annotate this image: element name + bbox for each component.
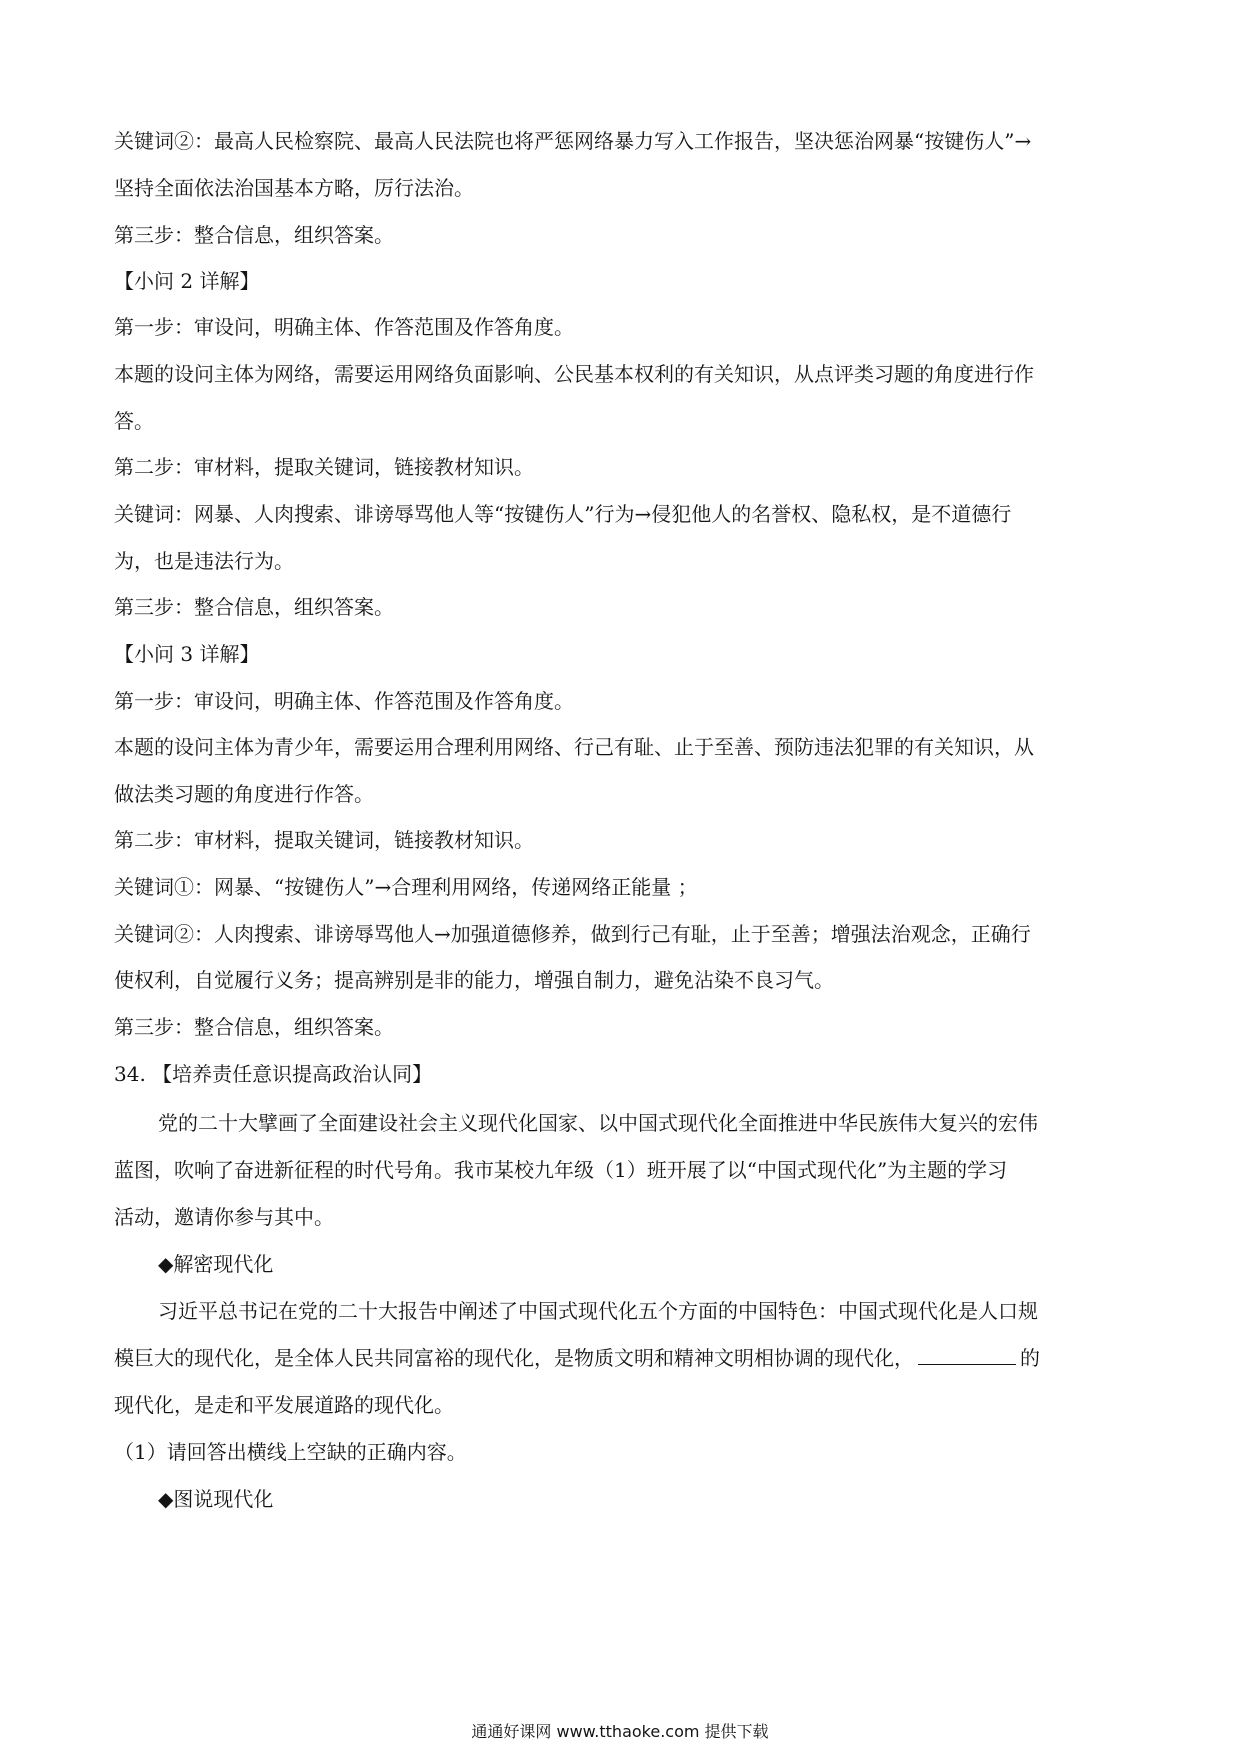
- text-line: 坚持全面依法治国基本方略，厉行法治。: [114, 176, 474, 200]
- section-title-decode: ◆解密现代化: [158, 1252, 274, 1276]
- question-title: 34. 【培养责任意识提高政治认同】: [114, 1062, 433, 1086]
- text-line: 第一步：审设问，明确主体、作答范围及作答角度。: [114, 315, 574, 339]
- text-line: 第一步：审设问，明确主体、作答范围及作答角度。: [114, 689, 574, 713]
- text-after-blank: 的: [1020, 1346, 1040, 1370]
- text-line: 本题的设问主体为青少年，需要运用合理利用网络、行己有耻、止于至善、预防违法犯罪的有关知识，从: [114, 735, 1034, 759]
- question-paragraph-line: 现代化，是走和平发展道路的现代化。: [114, 1393, 454, 1417]
- answer-blank: [918, 1346, 1016, 1365]
- page-footer: 通通好课网 www.tthaoke.com 提供下载: [471, 1722, 769, 1741]
- section-heading: 【小问 2 详解】: [114, 269, 260, 293]
- text-line: 关键词②：最高人民检察院、最高人民法院也将严惩网络暴力写入工作报告，坚决惩治网暴“按键伤人”→: [114, 129, 1032, 153]
- text-line: 第三步：整合信息，组织答案。: [114, 595, 394, 619]
- text-line: 答。: [114, 409, 154, 433]
- question-paragraph-line: 党的二十大擘画了全面建设社会主义现代化国家、以中国式现代化全面推进中华民族伟大复兴的宏伟: [158, 1111, 1038, 1135]
- text-before-blank: 模巨大的现代化，是全体人民共同富裕的现代化，是物质文明和精神文明相协调的现代化，: [114, 1346, 914, 1370]
- text-line: 关键词：网暴、人肉搜索、诽谤辱骂他人等“按键伤人”行为→侵犯他人的名誉权、隐私权，是不道德行: [114, 502, 1012, 526]
- question-paragraph-line: 习近平总书记在党的二十大报告中阐述了中国式现代化五个方面的中国特色：中国式现代化是人口规: [158, 1299, 1038, 1323]
- section-title-illustrate: ◆图说现代化: [158, 1487, 274, 1511]
- text-line: 第二步：审材料，提取关键词，链接教材知识。: [114, 455, 534, 479]
- sub-question: （1）请回答出横线上空缺的正确内容。: [114, 1440, 467, 1464]
- text-line: 做法类习题的角度进行作答。: [114, 782, 374, 806]
- text-line: 为，也是违法行为。: [114, 549, 294, 573]
- text-line: 使权利，自觉履行义务；提高辨别是非的能力，增强自制力，避免沾染不良习气。: [114, 968, 834, 992]
- question-paragraph-line: 活动，邀请你参与其中。: [114, 1205, 334, 1229]
- question-paragraph-line: [114, 1345, 1134, 1371]
- text-line: 第三步：整合信息，组织答案。: [114, 223, 394, 247]
- text-line: 关键词②：人肉搜索、诽谤辱骂他人→加强道德修养，做到行己有耻，止于至善；增强法治观念，正确行: [114, 922, 1031, 946]
- text-line: 关键词①：网暴、“按键伤人”→合理利用网络，传递网络正能量 ；: [114, 875, 698, 899]
- section-heading: 【小问 3 详解】: [114, 642, 260, 666]
- text-line: 第二步：审材料，提取关键词，链接教材知识。: [114, 828, 534, 852]
- question-paragraph-line: 蓝图，吹响了奋进新征程的时代号角。我市某校九年级（1）班开展了以“中国式现代化”为主题的学习: [114, 1158, 1008, 1182]
- text-line: 第三步：整合信息，组织答案。: [114, 1015, 394, 1039]
- text-line: 本题的设问主体为网络，需要运用网络负面影响、公民基本权利的有关知识，从点评类习题的角度进行作: [114, 362, 1034, 386]
